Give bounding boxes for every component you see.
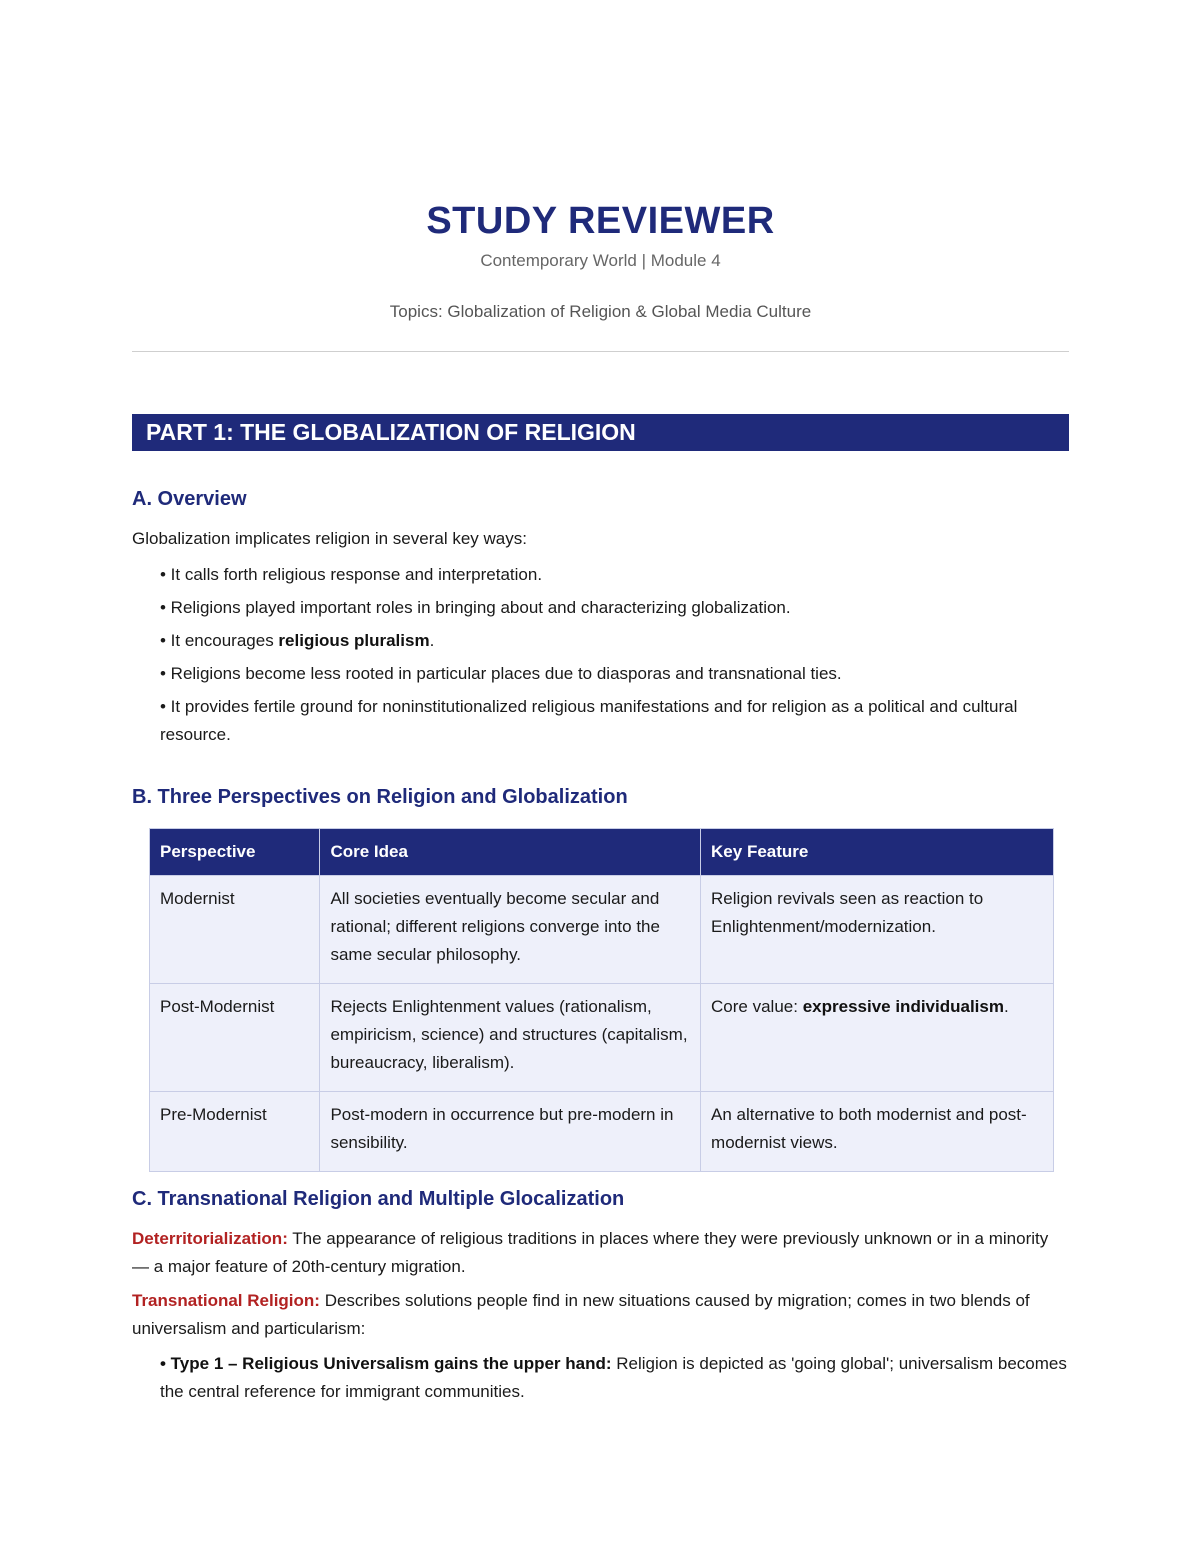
table-cell: All societies eventually become secular and rational; different religions converge into the same secular philosophy. bbox=[320, 876, 701, 984]
section-a-bullets bbox=[160, 561, 1069, 754]
document-title: STUDY REVIEWER bbox=[426, 200, 775, 242]
table-row bbox=[150, 1092, 1054, 1172]
bullet-text: • It encourages bbox=[160, 631, 279, 650]
type1-label: • Type 1 – Religious Universalism gains the upper hand: bbox=[160, 1354, 612, 1373]
table-cell: An alternative to both modernist and post-modernist views. bbox=[701, 1092, 1054, 1172]
table-cell: Pre-Modernist bbox=[150, 1092, 320, 1172]
list-item: • Religions become less rooted in particular places due to diasporas and transnational ties. bbox=[160, 664, 842, 683]
document-topics: Topics: Globalization of Religion & Global Media Culture bbox=[389, 302, 812, 321]
bullet-text: . bbox=[429, 631, 435, 650]
table-header-key-feature: Key Feature bbox=[701, 829, 1054, 876]
term-definition: The appearance of religious traditions in places where they were previously unknown or in a minority — a major feature of 20th-century migration. bbox=[132, 1229, 1049, 1276]
section-b-heading: B. Three Perspectives on Religion and Globalization bbox=[132, 786, 628, 808]
bullet-bold-term: religious pluralism bbox=[278, 631, 430, 650]
cell-text: Core value: bbox=[711, 997, 803, 1016]
list-item: • It calls forth religious response and interpretation. bbox=[160, 565, 543, 584]
type1-definition: Religion is depicted as 'going global'; universalism becomes the central reference for immigrant communities. bbox=[160, 1354, 1067, 1401]
list-item bbox=[160, 627, 1069, 655]
table-header-perspective: Perspective bbox=[150, 829, 320, 876]
table-cell: Religion revivals seen as reaction to Enlightenment/modernization. bbox=[701, 876, 1054, 984]
section-a-heading: A. Overview bbox=[132, 488, 247, 510]
term-label: Transnational Religion: bbox=[132, 1291, 320, 1310]
section-c-heading: C. Transnational Religion and Multiple Glocalization bbox=[132, 1188, 625, 1210]
table-row bbox=[150, 876, 1054, 984]
term-definition: Describes solutions people find in new situations caused by migration; comes in two blends of universalism and particularism: bbox=[132, 1291, 1030, 1338]
table-cell: Modernist bbox=[150, 876, 320, 984]
table-row bbox=[150, 984, 1054, 1092]
term-label: Deterritorialization: bbox=[132, 1229, 288, 1248]
document-subtitle: Contemporary World | Module 4 bbox=[480, 251, 721, 270]
list-item: • Religions played important roles in bringing about and characterizing globalization. bbox=[160, 598, 791, 617]
table-cell: Post-Modernist bbox=[150, 984, 320, 1092]
cell-bold-term: expressive individualism bbox=[802, 997, 1004, 1016]
table-cell: Rejects Enlightenment values (rationalism, empiricism, science) and structures (capitalism, bureaucracy, liberalism). bbox=[320, 984, 701, 1092]
deterritorialization-paragraph bbox=[132, 1225, 1069, 1281]
section-a-intro: Globalization implicates religion in several key ways: bbox=[132, 529, 527, 548]
list-item: • It provides fertile ground for noninstitutionalized religious manifestations and for religion as a political and cultural resource. bbox=[160, 697, 1018, 744]
transnational-religion-paragraph bbox=[132, 1287, 1069, 1343]
table-header-core-idea: Core Idea bbox=[320, 829, 701, 876]
part1-banner: PART 1: THE GLOBALIZATION OF RELIGION bbox=[132, 414, 1069, 451]
cell-text: . bbox=[1003, 997, 1009, 1016]
table-cell bbox=[701, 984, 1054, 1092]
header-divider bbox=[132, 351, 1069, 352]
table-cell: Post-modern in occurrence but pre-modern in sensibility. bbox=[320, 1092, 701, 1172]
type1-paragraph bbox=[160, 1350, 1069, 1406]
perspectives-table bbox=[149, 828, 1054, 1172]
table-header-row bbox=[150, 829, 1054, 876]
